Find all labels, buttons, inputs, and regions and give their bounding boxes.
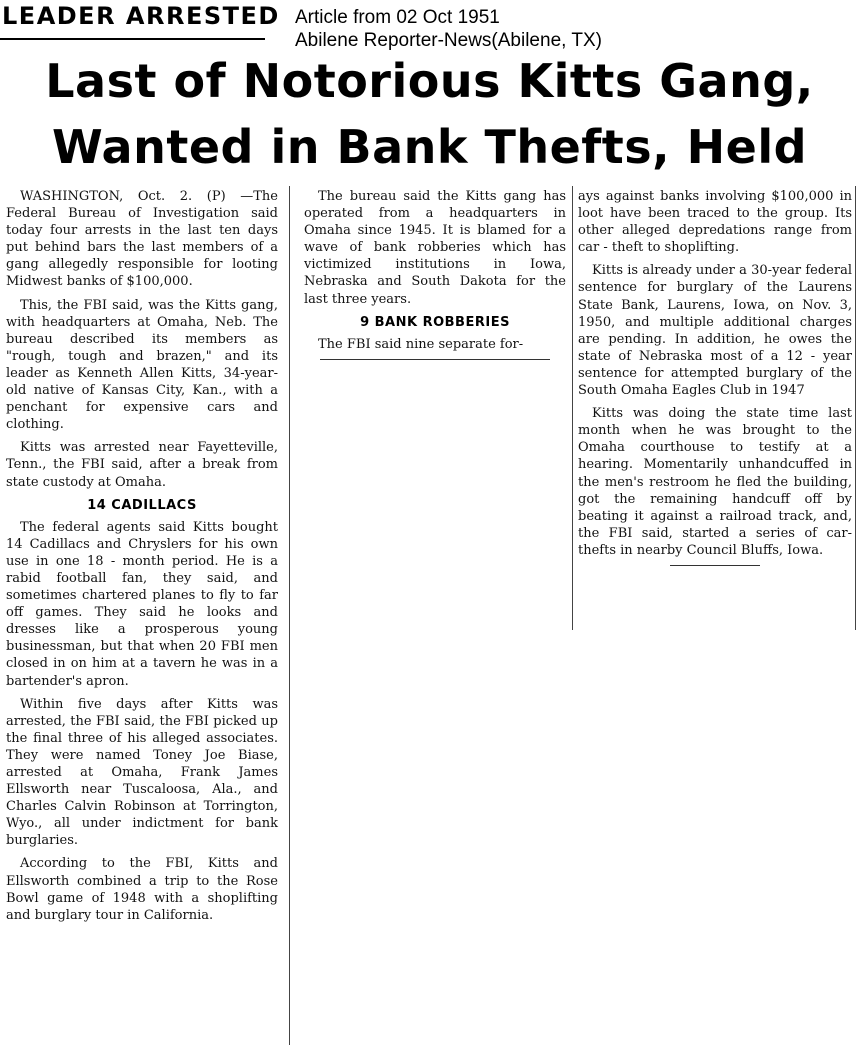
source-publication: Abilene Reporter-News(Abilene, TX): [295, 30, 602, 51]
headline-line-1: Last of Notorious Kitts Gang,: [45, 54, 814, 108]
kicker-rule: [0, 38, 265, 40]
column-rule-2: [572, 186, 573, 630]
subhead-cadillacs: 14 CADILLACS: [87, 497, 197, 513]
headline-line-2: Wanted in Bank Thefts, Held: [51, 120, 808, 174]
paragraph: Kitts was arrested near Fayetteville, Tenn., the FBI said, after a break from state custody at Omaha.: [6, 440, 278, 490]
paragraph: The federal agents said Kitts bought 14 Cadillacs and Chryslers for his own use in one 18 - month period. He is a rabid football fan, they said, and sometimes chartered planes to fly to far off games. They said he looks and dresses like a prosperous young businessman, but that when 20 FBI men closed in on him at a tavern he was in a bartender's apron.: [6, 519, 278, 689]
source-caption: [295, 6, 602, 52]
paragraph: The bureau said the Kitts gang has operated from a headquarters in Omaha since 1945. It is blamed for a wave of bank robberies which has victimized institutions in Iowa, Nebraska and South Dakota for the last three years.: [304, 189, 566, 307]
column-end-rule: [670, 565, 760, 566]
headline: [0, 48, 859, 180]
kicker: LEADER ARRESTED: [2, 2, 280, 30]
paragraph: This, the FBI said, was the Kitts gang, with headquarters at Omaha, Neb. The bureau described its members as "rough, tough and brazen," and its leader as Kenneth Allen Kitts, 34-year-old native of Kansas City, Kan., with a penchant for expensive cars and clothing.: [6, 297, 278, 433]
source-date: Article from 02 Oct 1951: [295, 7, 500, 28]
paragraph: Kitts is already under a 30-year federal sentence for burglary of the Laurens State Bank, Laurens, Iowa, on Nov. 3, 1950, and multiple additional charges are pending. In addition, he owes the state of Nebraska most of a 12 - year sentence for attempted burglary of the South Omaha Eagles Club in 1947: [578, 263, 852, 399]
paragraph: ays against banks involving $100,000 in loot have been traced to the group. Its other alleged depredations range from car - theft to shoplifting.: [578, 189, 852, 256]
paragraph: Kitts was doing the state time last month when he was brought to the Omaha courthouse to testify at a hearing. Momentarily unhandcuffed in the men's restroom he fled the building, got the remaining handcuff off by beating it against a railroad track, and, the FBI said, started a series of car-thefts in nearby Council Bluffs, Iowa.: [578, 406, 852, 558]
paragraph: The FBI said nine separate for-: [318, 336, 524, 352]
article-column-3: [578, 188, 852, 566]
column-rule-1: [289, 186, 290, 1045]
paragraph: WASHINGTON, Oct. 2. (P) —The Federal Bureau of Investigation said today four arrests in the last ten days put behind bars the last members of a gang allegedly responsible for looting Midwest banks of $100,000.: [6, 189, 278, 290]
paragraph: Within five days after Kitts was arrested, the FBI said, the FBI picked up the final three of his alleged associates. They were named Toney Joe Biase, arrested at Omaha, Frank James Ellsworth near Tuscaloosa, Ala., and Charles Calvin Robinson at Torrington, Wyo., all under indictment for bank burglaries.: [6, 696, 278, 849]
article-column-2: [304, 188, 566, 360]
column-rule-3: [855, 186, 856, 630]
column-end-rule: [320, 359, 550, 360]
paragraph: According to the FBI, Kitts and Ellsworth combined a trip to the Rose Bowl game of 1948 with a shoplifting and burglary tour in California.: [6, 856, 278, 923]
subhead-bank-robberies: 9 BANK ROBBERIES: [360, 314, 510, 330]
article-column-1: [6, 188, 278, 930]
